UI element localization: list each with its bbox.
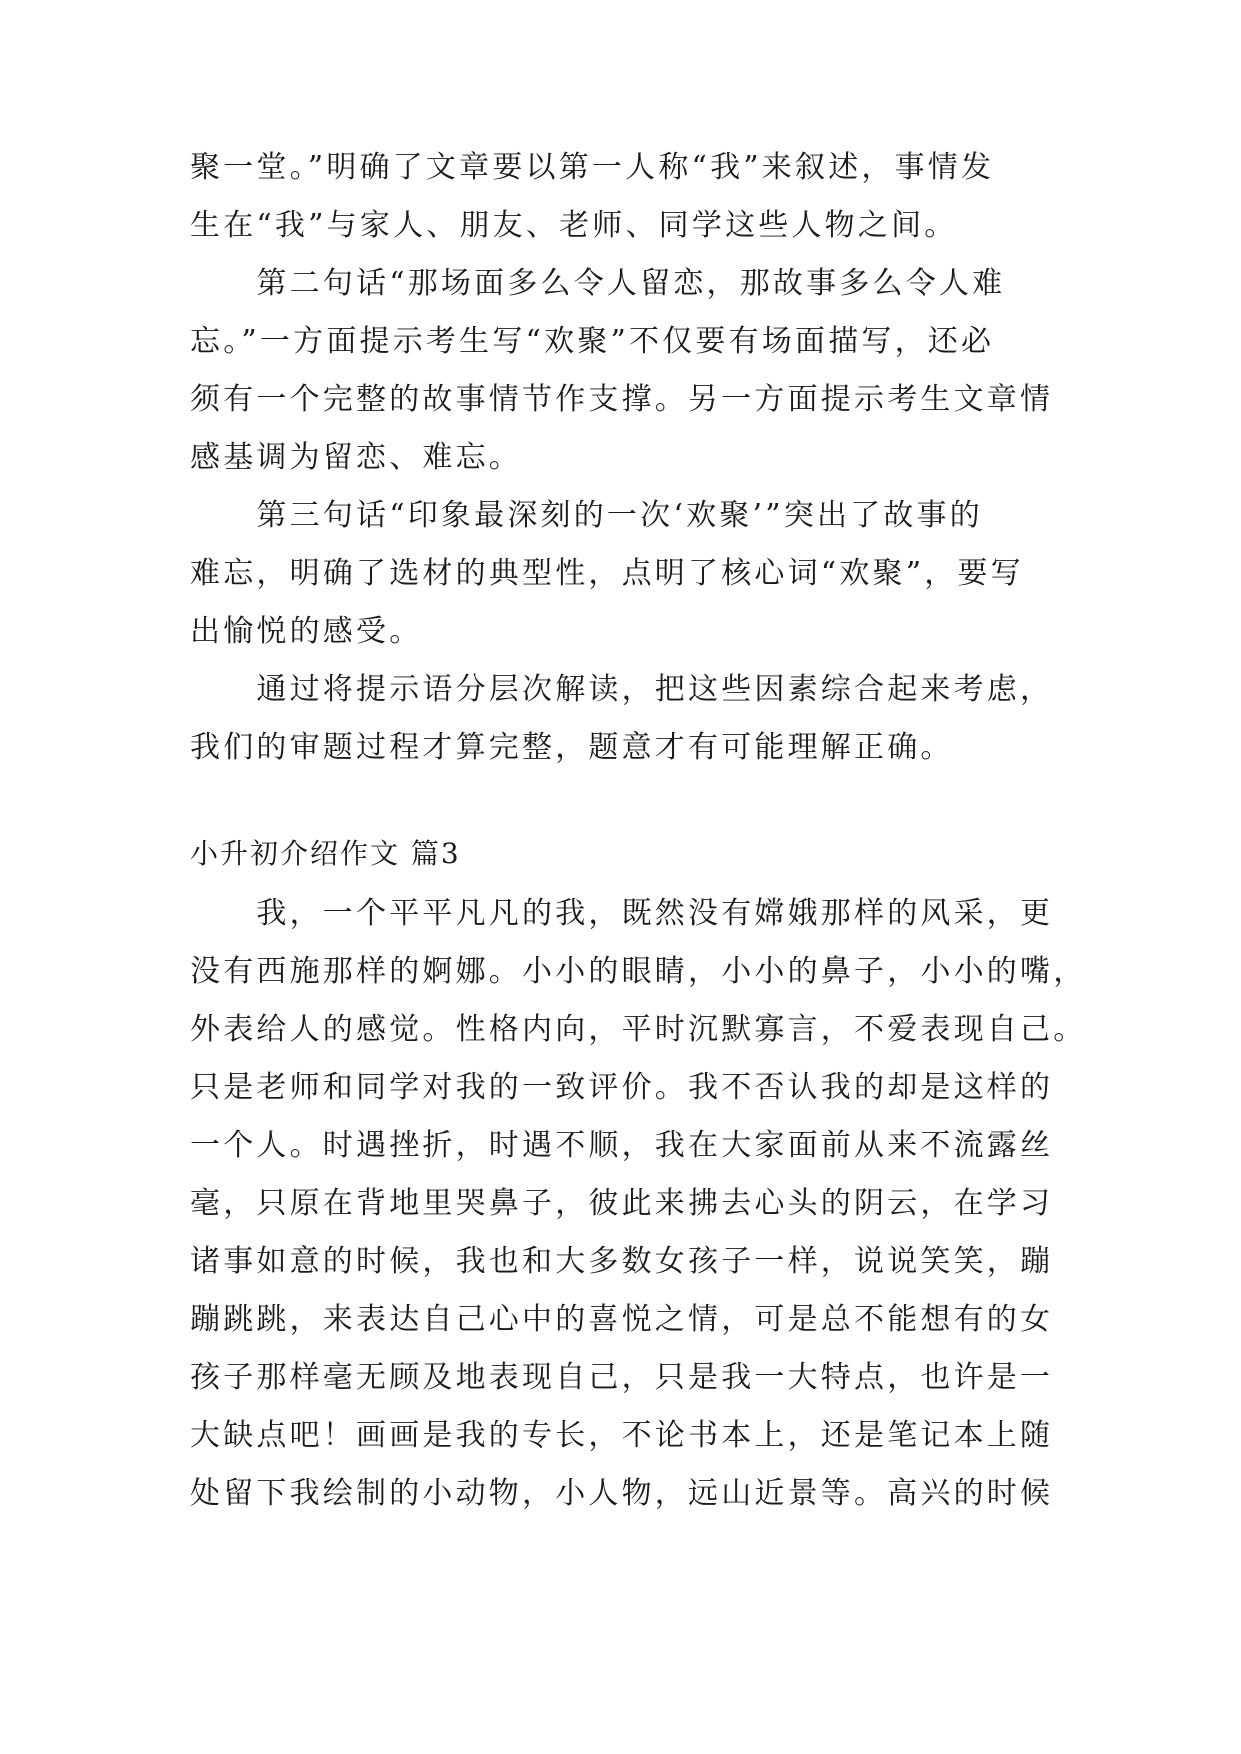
- paragraph-line: 我，一个平平凡凡的我，既然没有嫦娥那样的风采，更: [190, 896, 1054, 931]
- paragraph-line: 孩子那样毫无顾及地表现自己，只是我一大特点，也许是一: [190, 1360, 1054, 1395]
- essay-title: 小升初介绍作文 篇3: [190, 837, 461, 870]
- paragraph-line: 外表给人的感觉。性格内向，平时沉默寡言，不爱表现自己。: [190, 1012, 1087, 1047]
- paragraph-line: 蹦跳跳，来表达自己心中的喜悦之情，可是总不能想有的女: [190, 1302, 1054, 1337]
- paragraph-line: 须有一个完整的故事情节作支撑。另一方面提示考生文章情: [190, 382, 1054, 417]
- paragraph-line: 生在“我”与家人、朋友、老师、同学这些人物之间。: [190, 208, 958, 243]
- paragraph-line: 没有西施那样的婀娜。小小的眼睛，小小的鼻子，小小的嘴，: [190, 954, 1087, 989]
- paragraph-line: 通过将提示语分层次解读，把这些因素综合起来考虑，: [190, 672, 1054, 707]
- paragraph-line: 一个人。时遇挫折，时遇不顺，我在大家面前从来不流露丝: [190, 1128, 1054, 1163]
- paragraph-line: 难忘，明确了选材的典型性，点明了核心词“欢聚”，要写: [190, 556, 1024, 591]
- paragraph-line: 只是老师和同学对我的一致评价。我不否认我的却是这样的: [190, 1070, 1054, 1105]
- paragraph-line: 大缺点吧！画画是我的专长，不论书本上，还是笔记本上随: [190, 1418, 1054, 1453]
- paragraph-line: 出愉悦的感受。: [190, 614, 423, 649]
- paragraph-line: 忘。”一方面提示考生写“欢聚”不仅要有场面描写，还必: [190, 324, 995, 359]
- paragraph-line: 我们的审题过程才算完整，题意才有可能理解正确。: [190, 730, 954, 765]
- paragraph-line: 诸事如意的时候，我也和大多数女孩子一样，说说笑笑，蹦: [190, 1244, 1054, 1279]
- paragraph-line: 毫，只原在背地里哭鼻子，彼此来拂去心头的阴云，在学习: [190, 1186, 1054, 1221]
- paragraph-line: 第二句话“那场面多么令人留恋，那故事多么令人难: [190, 266, 1006, 301]
- paragraph-line: 聚一堂。”明确了文章要以第一人称“我”来叙述，事情发: [190, 150, 995, 185]
- paragraph-line: 处留下我绘制的小动物，小人物，远山近景等。高兴的时候: [190, 1476, 1054, 1511]
- paragraph-line: 感基调为留恋、难忘。: [190, 440, 522, 475]
- paragraph-line: 第三句话“印象最深刻的一次‘欢聚’”突出了故事的: [190, 498, 983, 533]
